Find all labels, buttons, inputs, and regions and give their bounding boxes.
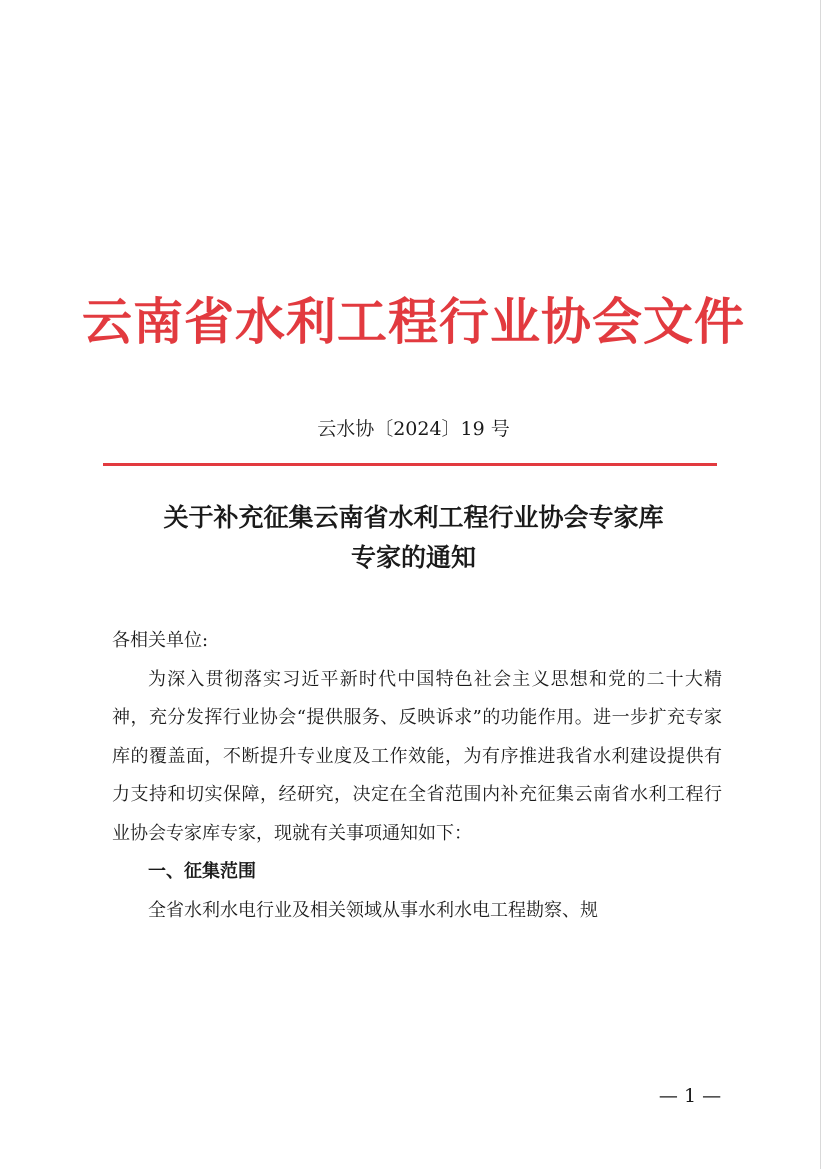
notice-title-line-1: 关于补充征集云南省水利工程行业协会专家库 bbox=[163, 503, 664, 532]
page-edge-line bbox=[820, 0, 821, 1169]
notice-title-line-2: 专家的通知 bbox=[350, 543, 476, 572]
document-masthead: 云南省水利工程行业协会文件 bbox=[82, 293, 745, 351]
document-number: 云水协〔2024〕19 号 bbox=[317, 418, 510, 440]
notice-title bbox=[90, 498, 737, 578]
salutation: 各相关单位: bbox=[112, 630, 209, 651]
red-divider-line bbox=[103, 463, 717, 466]
intro-paragraph: 为深入贯彻落实习近平新时代中国特色社会主义思想和党的二十大精神，充分发挥行业协会“提供服务、反映诉求”的功能作用。进一步扩充专家库的覆盖面，不断提升专业度及工作效能，为有序推进我省水利建设提供有力支持和切实保障，经研究，决定在全省范围内补充征集云南省水利工程行业协会专家库专家，现就有关事项通知如下： bbox=[112, 668, 722, 844]
notice-body bbox=[112, 622, 722, 930]
page-number: — 1 — bbox=[658, 1085, 722, 1107]
section-1-text: 全省水利水电行业及相关领域从事水利水电工程勘察、规 bbox=[148, 899, 598, 921]
section-heading-1: 一、征集范围 bbox=[148, 861, 256, 882]
